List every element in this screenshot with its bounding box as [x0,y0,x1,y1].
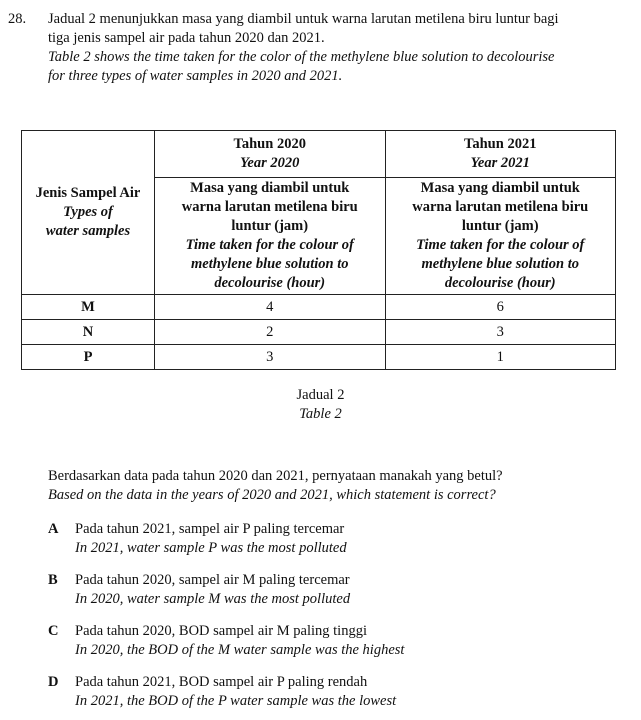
option-malay-text: Pada tahun 2021, sampel air P paling tercemar [75,521,345,537]
question-stem [48,10,634,86]
option-english-text: In 2020, water sample M was the most polluted [75,591,351,607]
table-row [22,345,616,370]
time-header-english-2: methylene blue solution to [191,256,349,272]
prompt-english: Based on the data in the years of 2020 and 2021, which statement is correct? [48,487,496,503]
option-english-text: In 2021, the BOD of the P water sample was the lowest [75,693,397,709]
time-taken-header-2020 [155,178,386,295]
stem-english-line-2: for three types of water samples in 2020 and 2021. [48,68,343,84]
stem-malay-line-1: Jadual 2 menunjukkan masa yang diambil untuk warna larutan metilena biru luntur bagi [48,11,559,27]
option-malay-text: Pada tahun 2021, BOD sampel air P paling rendah [75,674,368,690]
year-2020-english: Year 2020 [240,155,300,171]
table-row [22,295,616,320]
time-header-malay-3: luntur (jam) [231,218,309,234]
data-table [21,130,616,370]
time-header-english-2: methylene blue solution to [421,256,579,272]
time-header-english-1: Time taken for the colour of [416,237,585,253]
table-caption [0,386,641,424]
sample-label: N [22,320,155,345]
option-letter: B [48,572,58,588]
sample-label: P [22,345,155,370]
time-header-malay-2: warna larutan metilena biru [181,199,358,215]
year-2021-header [385,131,616,178]
value-2020: 3 [155,345,386,370]
time-header-malay-1: Masa yang diambil untuk [420,180,580,196]
stem-malay-line-2: tiga jenis sampel air pada tahun 2020 dan 2021. [48,30,325,46]
value-2021: 3 [385,320,616,345]
sample-type-header [22,131,155,295]
value-2020: 2 [155,320,386,345]
value-2021: 6 [385,295,616,320]
stem-english-line-1: Table 2 shows the time taken for the color of the methylene blue solution to decolourise [48,49,555,65]
time-header-malay-3: luntur (jam) [461,218,539,234]
option-english-text: In 2021, water sample P was the most polluted [75,540,347,556]
time-taken-header-2021 [385,178,616,295]
time-header-english-3: decolourise (hour) [214,275,326,291]
option-letter: C [48,623,59,639]
value-2021: 1 [385,345,616,370]
time-header-malay-1: Masa yang diambil untuk [190,180,350,196]
time-header-english-1: Time taken for the colour of [185,237,354,253]
question-number: 28. [8,11,27,27]
sample-type-header-english-1: Types of [63,204,113,220]
value-2020: 4 [155,295,386,320]
sample-type-header-english-2: water samples [45,223,131,239]
option-malay-text: Pada tahun 2020, sampel air M paling tercemar [75,572,350,588]
time-header-malay-2: warna larutan metilena biru [412,199,589,215]
prompt-malay: Berdasarkan data pada tahun 2020 dan 2021, pernyataan manakah yang betul? [48,468,503,484]
question-prompt [48,467,634,505]
table-row [22,320,616,345]
sample-type-header-malay: Jenis Sampel Air [35,185,141,201]
option-letter: A [48,521,59,537]
time-header-english-3: decolourise (hour) [444,275,556,291]
year-2020-malay: Tahun 2020 [233,136,306,152]
table-caption-malay: Jadual 2 [296,387,345,403]
year-2021-english: Year 2021 [470,155,530,171]
option-malay-text: Pada tahun 2020, BOD sampel air M paling tinggi [75,623,367,639]
year-2020-header [155,131,386,178]
table-caption-english: Table 2 [299,406,342,422]
option-english-text: In 2020, the BOD of the M water sample was the highest [75,642,405,658]
data-table-container [21,130,616,370]
sample-label: M [22,295,155,320]
year-2021-malay: Tahun 2021 [464,136,537,152]
option-letter: D [48,674,59,690]
